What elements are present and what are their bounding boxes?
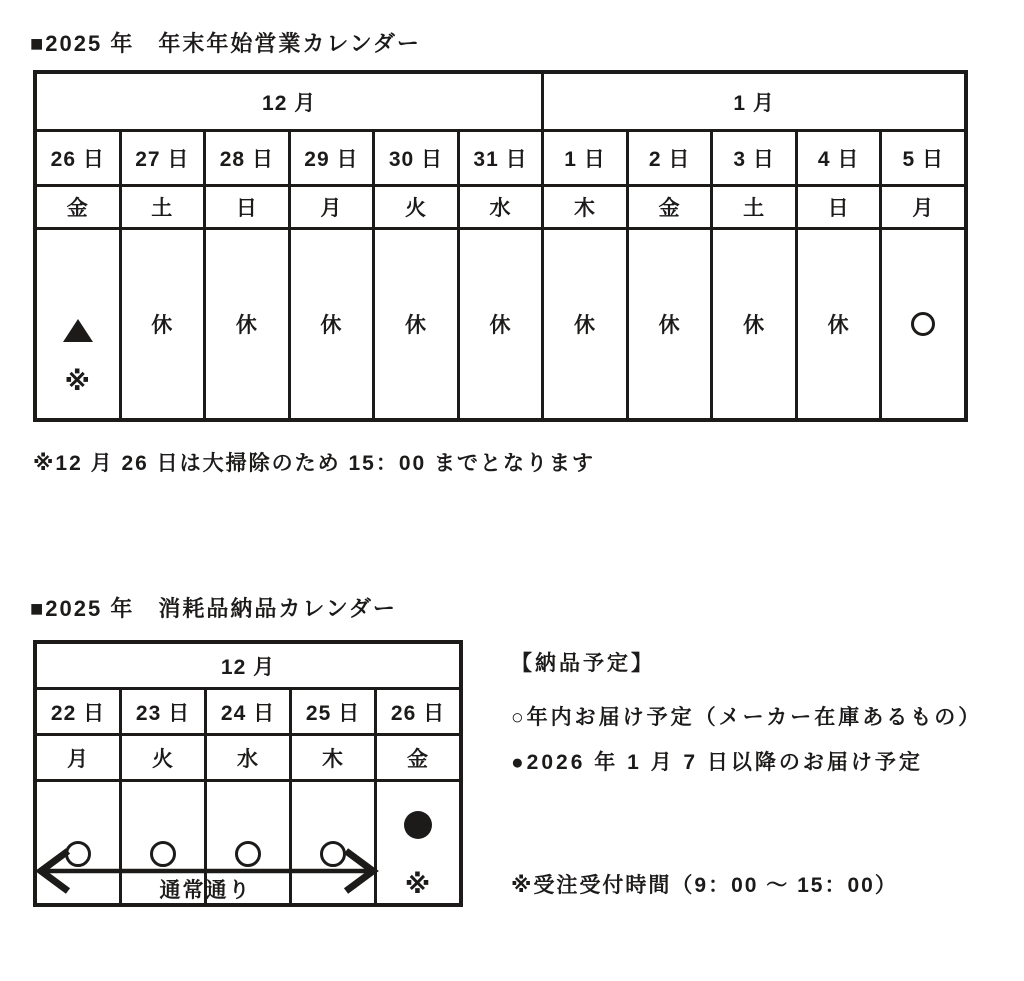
- date-cell: 2 日: [629, 132, 711, 184]
- weekday-cell: 金: [37, 187, 119, 227]
- date-cell: 25 日: [292, 690, 374, 733]
- weekday-cell: 土: [713, 187, 795, 227]
- status-cell-closed: 休: [460, 230, 542, 418]
- reference-mark: ※: [64, 365, 91, 396]
- status-cell-closed: 休: [544, 230, 626, 418]
- date-cell: 22 日: [37, 690, 119, 733]
- weekday-cell: 水: [460, 187, 542, 227]
- status-cell-closed: 休: [291, 230, 373, 418]
- weekday-cell: 月: [291, 187, 373, 227]
- order-hours-note: ※受注受付時間（9：00 ～ 15：00）: [511, 874, 898, 897]
- date-cell: 30 日: [375, 132, 457, 184]
- delivery-legend-heading: 【納品予定】: [511, 652, 655, 675]
- business-calendar-table: [33, 70, 968, 422]
- weekday-cell: 月: [37, 736, 119, 779]
- status-cell-closed: 休: [206, 230, 288, 418]
- date-cell: 27 日: [122, 132, 204, 184]
- date-cell: 4 日: [798, 132, 880, 184]
- month-header-january: 1 月: [544, 74, 964, 129]
- weekday-cell: 水: [207, 736, 289, 779]
- triangle-icon: [63, 319, 93, 342]
- cleaning-day-footnote: ※12 月 26 日は大掃除のため 15：00 までとなります: [33, 452, 596, 475]
- weekday-cell: 土: [122, 187, 204, 227]
- status-cell-closed: 休: [713, 230, 795, 418]
- legend-item-filled-circle: ●2026 年 1 月 7 日以降のお届け予定: [511, 751, 923, 774]
- weekday-cell: 月: [882, 187, 964, 227]
- weekday-cell: 火: [375, 187, 457, 227]
- status-cell-closed: 休: [629, 230, 711, 418]
- open-circle-icon: [911, 312, 935, 336]
- date-cell: 31 日: [460, 132, 542, 184]
- weekday-cell: 木: [544, 187, 626, 227]
- weekday-cell: 金: [629, 187, 711, 227]
- date-cell: 26 日: [377, 690, 459, 733]
- weekday-cell: 日: [798, 187, 880, 227]
- business-calendar-title: ■2025 年 年末年始営業カレンダー: [30, 31, 421, 56]
- status-cell-closed: 休: [122, 230, 204, 418]
- date-cell: 5 日: [882, 132, 964, 184]
- status-cell-closed: 休: [798, 230, 880, 418]
- weekday-cell: 火: [122, 736, 204, 779]
- date-cell: 24 日: [207, 690, 289, 733]
- legend-item-open-circle: ○年内お届け予定（メーカー在庫あるもの）: [511, 706, 983, 729]
- month-header-december: 12 月: [37, 74, 541, 129]
- date-cell: 28 日: [206, 132, 288, 184]
- weekday-cell: 日: [206, 187, 288, 227]
- date-cell: 29 日: [291, 132, 373, 184]
- date-cell: 23 日: [122, 690, 204, 733]
- status-cell-delayed-dec26: [377, 782, 459, 903]
- date-cell: 3 日: [713, 132, 795, 184]
- weekday-cell: 木: [292, 736, 374, 779]
- filled-circle-icon: [404, 811, 432, 839]
- normal-operation-label: 通常通り: [159, 879, 252, 902]
- status-cell-closed: 休: [375, 230, 457, 418]
- status-cell-dec26: [37, 230, 119, 418]
- status-cell-open-jan5: [882, 230, 964, 418]
- date-cell: 26 日: [37, 132, 119, 184]
- month-header-december: 12 月: [37, 644, 459, 687]
- date-cell: 1 日: [544, 132, 626, 184]
- delivery-calendar-title: ■2025 年 消耗品納品カレンダー: [30, 596, 397, 621]
- weekday-cell: 金: [377, 736, 459, 779]
- reference-mark: ※: [404, 868, 432, 899]
